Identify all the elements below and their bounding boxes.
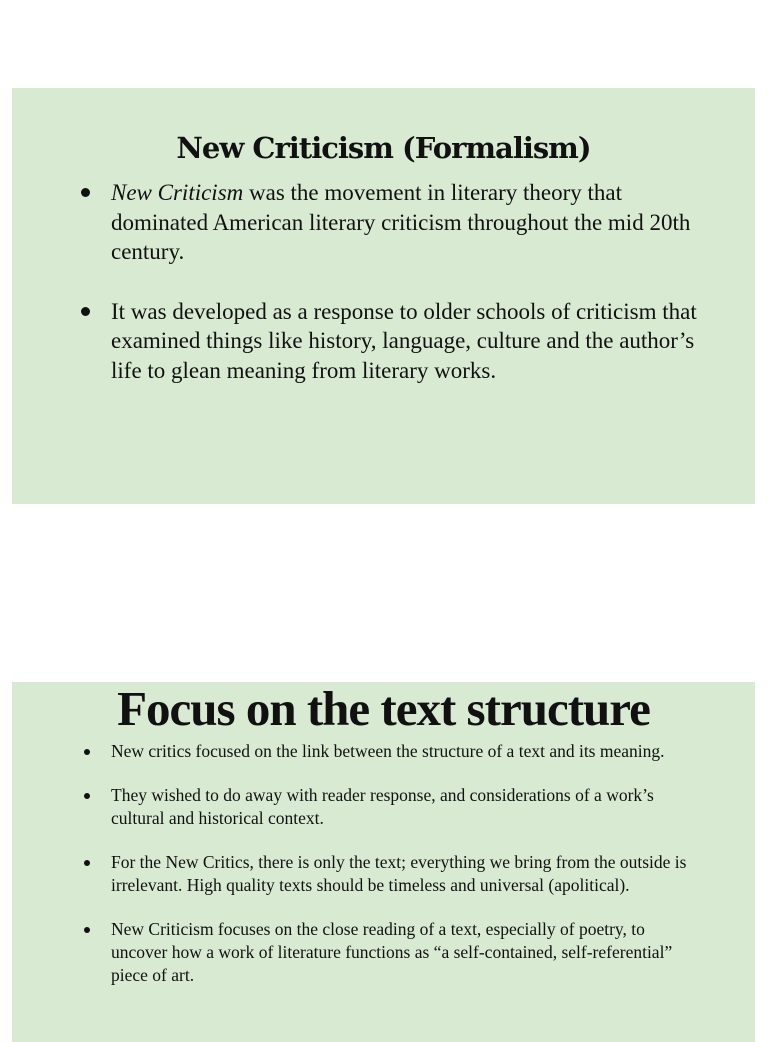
list-item [111,178,711,267]
slide-title: Focus on the text structure [117,681,650,736]
italic-term: New Criticism [111,180,244,205]
bullet-icon [81,307,90,316]
bullet-text: For the New Critics, there is only the text; everything we bring from the outside is irrelevant. High quality texts should be timeless and universal (apolitical). [111,852,687,895]
bullet-icon [84,860,90,866]
list-item [111,784,701,830]
bullet-list [111,740,701,987]
bullet-icon [81,188,90,197]
bullet-text: It was developed as a response to older schools of criticism that examined things like history, language, culture and the author’s life to glean meaning from literary works. [111,298,697,383]
slide-new-criticism [12,88,755,504]
bullet-text: New critics focused on the link between the structure of a text and its meaning. [111,741,665,761]
list-item [111,297,711,386]
list-item [111,740,701,763]
bullet-text: New Criticism focuses on the close reading of a text, especially of poetry, to uncover how a work of literature functions as “a self-contained, self-referential” piece of art. [111,919,673,985]
bullet-text: was the movement in literary theory that dominated American literary criticism throughout the mid 20th century. [111,180,691,264]
bullet-icon [84,749,90,755]
slide-title: New Criticism (Formalism) [176,131,591,165]
bullet-list [111,178,711,385]
bullet-text: They wished to do away with reader response, and considerations of a work’s cultural and historical context. [111,785,654,828]
bullet-icon [84,793,90,799]
list-item [111,851,701,897]
bullet-icon [84,927,90,933]
slide-focus-text-structure [12,682,755,1042]
list-item [111,918,701,987]
